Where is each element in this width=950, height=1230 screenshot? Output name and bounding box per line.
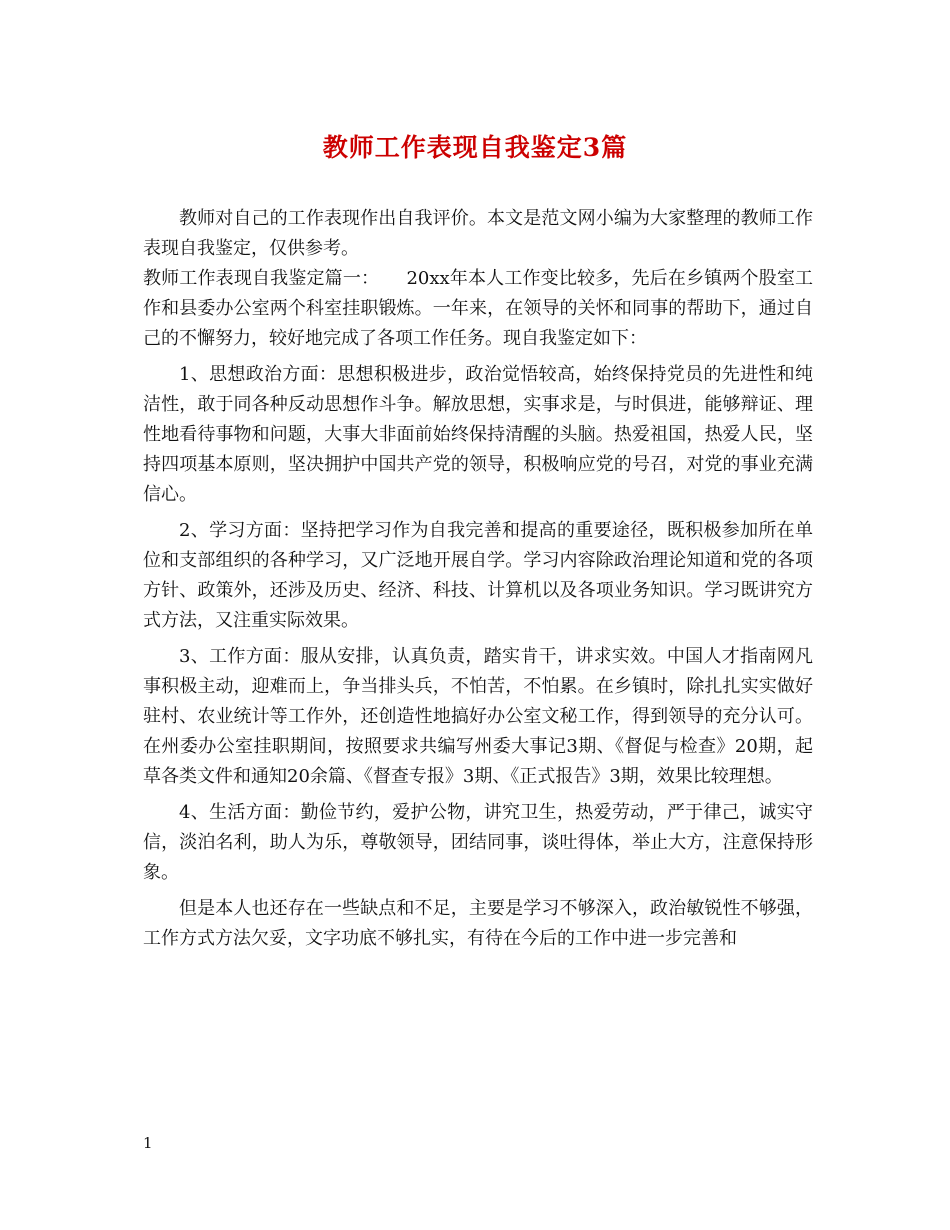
work-paragraph: 3、工作方面：服从安排，认真负责，踏实肯干，讲求实效。中国人才指南网凡事积极主动，迎难而上，争当排头兵，不怕苦，不怕累。在乡镇时，除扎扎实实做好驻村、农业统计等工作外，还创造性地搞好办公室文秘工作，得到领导的充分认可。在州委办公室挂职期间，按照要求共编写州委大事记3期、《督促与检查》20期，起草各类文件和通知20余篇、《督查专报》3期、《正式报告》3期，效果比较理想。 <box>143 646 813 787</box>
intro-paragraph: 教师对自己的工作表现作出自我评价。本文是范文网小编为大家整理的教师工作表现自我鉴定，仅供参考。 <box>143 208 813 259</box>
section-one-paragraph: 教师工作表现自我鉴定篇一： 20xx年本人工作变比较多，先后在乡镇两个股室工作和县委办公室两个科室挂职锻炼。一年来，在领导的关怀和同事的帮助下，通过自己的不懈努力，较好地完成了各项工作任务。现自我鉴定如下： <box>143 268 813 349</box>
shortcomings-paragraph: 但是本人也还存在一些缺点和不足，主要是学习不够深入，政治敏锐性不够强，工作方式方法欠妥，文字功底不够扎实，有待在今后的工作中进一步完善和 <box>143 898 813 949</box>
document-body <box>143 204 813 954</box>
life-paragraph: 4、生活方面：勤俭节约，爱护公物，讲究卫生，热爱劳动，严于律己，诚实守信，淡泊名利，助人为乐，尊敬领导，团结同事，谈吐得体，举止大方，注意保持形象。 <box>143 802 813 883</box>
politics-paragraph: 1、思想政治方面：思想积极进步，政治觉悟较高，始终保持党员的先进性和纯洁性，敢于同各种反动思想作斗争。解放思想，实事求是，与时俱进，能够辩证、理性地看待事物和问题，大事大非面前始终保持清醒的头脑。热爱祖国，热爱人民，坚持四项基本原则，坚决拥护中国共产党的领导，积极响应党的号召，对党的事业充满信心。 <box>143 364 813 505</box>
study-paragraph: 2、学习方面：坚持把学习作为自我完善和提高的重要途径，既积极参加所在单位和支部组织的各种学习，又广泛地开展自学。学习内容除政治理论知道和党的各项方针、政策外，还涉及历史、经济、科技、计算机以及各项业务知识。学习既讲究方式方法，又注重实际效果。 <box>143 520 813 631</box>
page-number: 1 <box>143 1134 153 1152</box>
document-title: 教师工作表现自我鉴定3篇 <box>322 133 628 162</box>
